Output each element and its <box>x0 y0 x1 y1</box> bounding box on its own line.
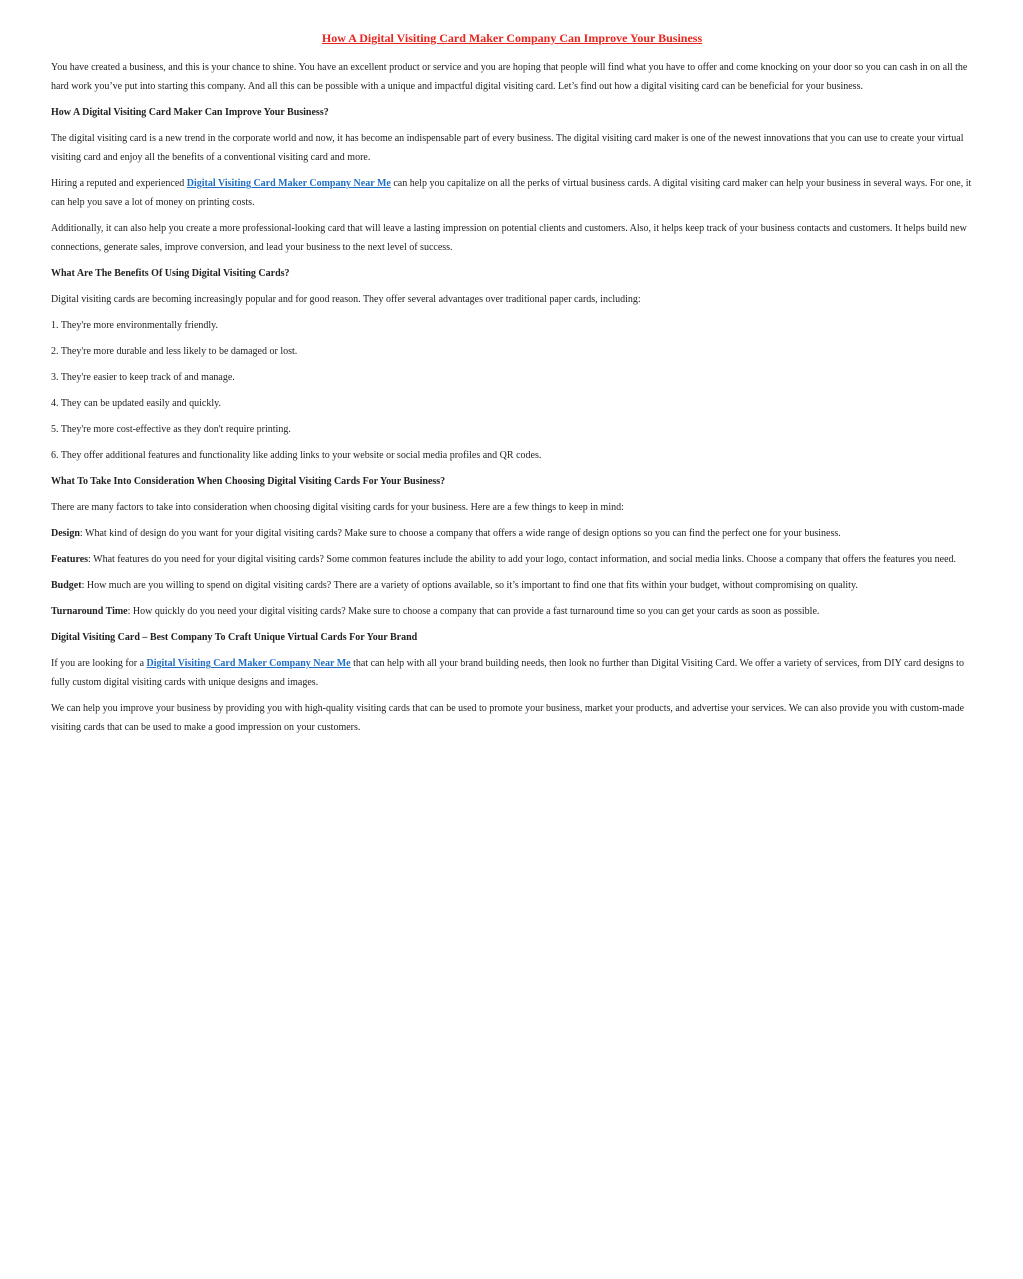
features-paragraph <box>51 550 973 569</box>
document-page <box>51 30 973 744</box>
benefit-item-1: 1. They're more environmentally friendly. <box>51 320 219 331</box>
section3-heading: What To Take Into Consideration When Choosing Digital Visiting Cards For Your Business? <box>51 476 446 487</box>
budget-term: Budget <box>51 580 82 591</box>
features-term: Features <box>51 554 89 565</box>
turnaround-paragraph <box>51 602 973 621</box>
benefit-item-6: 6. They offer additional features and functionality like adding links to your website or social media profiles and QR codes. <box>51 450 542 461</box>
document-title: How A Digital Visiting Card Maker Company Can Improve Your Business <box>321 31 703 45</box>
benefit-item-3: 3. They're easier to keep track of and manage. <box>51 372 235 383</box>
turnaround-term: Turnaround Time <box>51 606 128 617</box>
design-term: Design <box>51 528 80 539</box>
section4-heading: Digital Visiting Card – Best Company To Craft Unique Virtual Cards For Your Brand <box>51 632 418 643</box>
company-link-1[interactable]: Digital Visiting Card Maker Company Near Me <box>186 178 391 189</box>
section1-paragraph-3: Additionally, it can also help you create a more professional-looking card that will leave a lasting impression on potential clients and customers. Also, it helps keep track of your business contacts and customers. It helps build new connections, generate sales, improve conversion, and lead your business to the next level of success. <box>51 223 967 253</box>
section3-intro: There are many factors to take into consideration when choosing digital visiting cards for your business. Here are a few things to keep in mind: <box>51 502 624 513</box>
section1-paragraph-2 <box>51 174 973 212</box>
benefit-item-4: 4. They can be updated easily and quickly. <box>51 398 221 409</box>
section4-paragraph-1 <box>51 654 973 692</box>
features-text: : What features do you need for your digital visiting cards? Some common features include the ability to add your logo, contact information, and social media links. Choose a company that offers the features you need. <box>88 554 957 565</box>
section1-paragraph-1: The digital visiting card is a new trend in the corporate world and now, it has become an indispensable part of every business. The digital visiting card maker is one of the newest innovations that you can use to create your virtual visiting card and enjoy all the benefits of a conventional visiting card and more. <box>51 133 964 163</box>
benefit-item-2: 2. They're more durable and less likely to be damaged or lost. <box>51 346 298 357</box>
section2-heading: What Are The Benefits Of Using Digital Visiting Cards? <box>51 268 290 279</box>
budget-text: : How much are you willing to spend on digital visiting cards? There are a variety of options available, so it’s important to find one that fits within your budget, without compromising on quality. <box>81 580 858 591</box>
section1-p2-text-before: Hiring a reputed and experienced <box>51 178 187 189</box>
section4-p1-text-after: that can help with all your brand building needs, then look no further than Digital Visiting Card. We offer a variety of services, from DIY card designs to fully custom digital visiting cards with unique designs and images. <box>51 658 964 688</box>
section1-p2-text-after: can help you capitalize on all the perks of virtual business cards. A digital visiting card maker can help your business in several ways. For one, it can help you save a lot of money on printing costs. <box>51 178 972 208</box>
design-paragraph <box>51 524 973 543</box>
budget-paragraph <box>51 576 973 595</box>
intro-paragraph: You have created a business, and this is your chance to shine. You have an excellent product or service and you are hoping that people will find what you have to offer and come knocking on your door so you can cash in on all the hard work you’ve put into starting this company. And all this can be possible with a unique and impactful digital visiting card. Let’s find out how a digital visiting card can be beneficial for your business. <box>51 62 968 92</box>
section4-p1-text-before: If you are looking for a <box>51 658 147 669</box>
design-text: : What kind of design do you want for your digital visiting cards? Make sure to choose a company that offers a wide range of design options so you can find the perfect one for your business. <box>79 528 841 539</box>
section4-paragraph-2: We can help you improve your business by providing you with high-quality visiting cards that can be used to promote your business, market your products, and advertise your services. We can also provide you with custom-made visiting cards that can be used to make a good impression on your customers. <box>51 703 965 733</box>
section1-heading: How A Digital Visiting Card Maker Can Improve Your Business? <box>51 107 329 118</box>
turnaround-text: : How quickly do you need your digital visiting cards? Make sure to choose a company that can provide a fast turnaround time so you can get your cards as soon as possible. <box>127 606 820 617</box>
section2-intro: Digital visiting cards are becoming increasingly popular and for good reason. They offer several advantages over traditional paper cards, including: <box>51 294 641 305</box>
company-link-2[interactable]: Digital Visiting Card Maker Company Near Me <box>146 658 351 669</box>
benefit-item-5: 5. They're more cost-effective as they don't require printing. <box>51 424 291 435</box>
